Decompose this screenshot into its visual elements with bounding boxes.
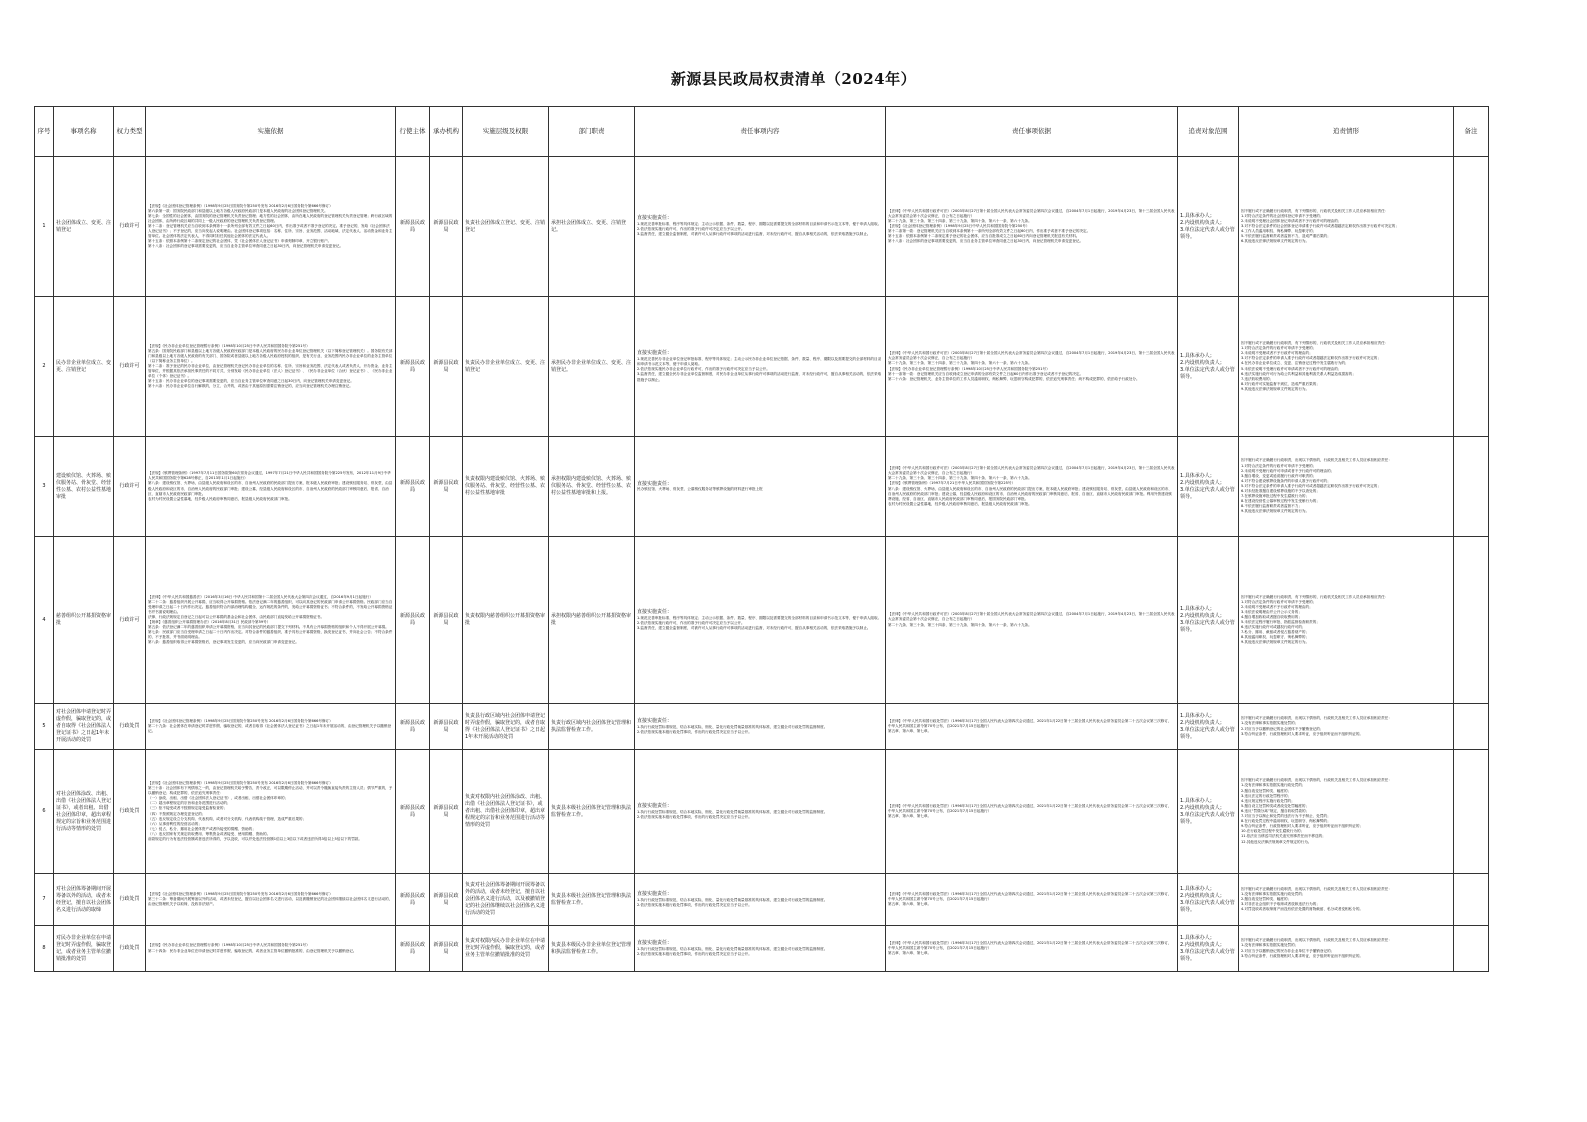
- power-type-text: 行政许可: [119, 363, 140, 369]
- cell-item-name: [54, 157, 114, 297]
- cell-accountability-circumstances: [1239, 704, 1454, 750]
- cell-item-name: [54, 874, 114, 926]
- cell-power-type: [114, 537, 146, 704]
- cell-responsibility-basis: [886, 926, 1178, 972]
- item-name-text: 对社会团体申请登记时弄虚作假，骗取登记的，或者自取得《社会团体法人登记证书》之日起1年未开展活动的处罚: [56, 709, 112, 743]
- cell-department-duty: [549, 704, 635, 750]
- cell-responsibility-basis: [886, 297, 1178, 437]
- executing-body-text: 新源县民政局: [399, 804, 425, 818]
- row-number-text: 6: [42, 808, 46, 814]
- legal-basis-text: 【法规】《社会团体登记管理条例》（1998年9月25日国务院令第250号发布 2016年2月6日国务院令第666号修订） 第二十九条：社会团体在申请登记时弄虚作假，骗取登记的，或者自取得《社会团体法人登记证书》之日起1年未开展活动的，由登记管理机关予以撤销登记。: [148, 718, 392, 734]
- responsibility-basis-text: 【法律】《中华人民共和国行政许可法》（2003年8月27日第十届全国人民代表大会常务委员会第四次会议通过，自2004年7月1日起施行，2019年4月23日，第十三届全国人民代表大会常务委员会第十次会议修正，自公布之日起施行） 第二十九条、第三十条、第三十四条、第三十九条、第四十条、第六十一条、第六十九条。: [888, 612, 1175, 627]
- handling-org-text: 新源县民政局: [433, 941, 459, 955]
- cell-legal-basis: [146, 537, 396, 704]
- duty-list-table: [34, 106, 1489, 972]
- executing-body-text: 新源县民政局: [399, 359, 425, 373]
- cell-accountability-circumstances: [1239, 874, 1454, 926]
- cell-row-number: [35, 157, 54, 297]
- item-name-text: 对民办非企业单位在申请登记时弄虚作假，骗取登记，或者业务主管单位撤销批准的处罚: [56, 934, 112, 962]
- content-lead: 直接实施责任：: [637, 350, 673, 357]
- cell-responsibility-content: [635, 926, 886, 972]
- department-duty-text: 负责县本级社会团体登记管理和执法监督检查工作。: [551, 892, 632, 906]
- executing-body-text: 新源县民政局: [399, 941, 425, 955]
- cell-item-name: [54, 437, 114, 537]
- document-title: 新源县民政局权责清单（2024年）: [670, 70, 917, 88]
- cell-row-number: [35, 437, 54, 537]
- cell-responsibility-basis: [886, 750, 1178, 874]
- cell-remark: [1454, 704, 1489, 750]
- cell-remark: [1454, 437, 1489, 537]
- cell-legal-basis: [146, 926, 396, 972]
- cell-power-type: [114, 926, 146, 972]
- cell-responsibility-content: [635, 537, 886, 704]
- cell-accountability-circumstances: [1239, 297, 1454, 437]
- accountability-targets-text: 1.具体承办人； 2.内设机构负责人； 3.单位法定代表人或分管领导。: [1180, 212, 1235, 240]
- table-row: [35, 437, 1489, 537]
- cell-legal-basis: [146, 704, 396, 750]
- cell-item-name: [54, 704, 114, 750]
- cell-department-duty: [549, 437, 635, 537]
- accountability-targets-text: 1.具体承办人； 2.内设机构负责人； 3.单位法定代表人或分管领导。: [1180, 352, 1235, 380]
- cell-accountability-circumstances: [1239, 750, 1454, 874]
- cell-accountability-circumstances: [1239, 537, 1454, 704]
- table-row: [35, 297, 1489, 437]
- legal-basis-text: 【法规】《社会团体登记管理条例》（1998年9月25日国务院令第250号发布 2016年2月6日国务院令第666号修订） 第三十条：社会团体有下列情形之一的，由登记管理机关给予警告，责令改正，可以限期停止活动，并可以责令撤换直接负责的主管人员；情节严重的，予以撤销登记；构成犯罪的，依法追究刑事责任： （一）涂改、出租、出借《社会团体法人登记证书》，或者出租、出借社会团体印章的； （二）超出章程规定的宗旨和业务范围进行活动的； （三）拒不接受或者不按照规定接受监督检查的； （四）不按照规定办理变更登记的； （五）违反规定设立分支机构、代表机构，或者对分支机构、代表机构疏于管理，造成严重后果的； （六）从事营利性的经营活动的； （七）侵占、私分、挪用社会团体资产或者所接受的捐赠、资助的； （八）违反国家有关规定收取费用、筹集资金或者接受、使用捐赠、资助的。 前款规定的行为有违法经营额或者违法所得的，予以没收，可以并处违法经营额1倍以上3倍以下或者违法所得3倍以上5倍以下的罚款。: [148, 780, 393, 841]
- implementation-level-text: 负责民办非企业单位成立、变更、注销登记: [465, 359, 546, 373]
- cell-accountability-targets: [1178, 926, 1239, 972]
- cell-row-number: [35, 297, 54, 437]
- department-duty-text: 负责行政区域内社会团体登记管理和执法监督检查工作。: [551, 719, 632, 733]
- cell-remark: [1454, 926, 1489, 972]
- implementation-level-text: 负责对权限内社会团体涂改、出租、出借《社会团体法人登记证书》，或者出租、出借社会团体印章，超出章程规定的宗旨和业务范围进行活动等情形的处罚: [465, 794, 546, 828]
- cell-responsibility-basis: [886, 874, 1178, 926]
- power-type-text: 行政处罚: [119, 723, 140, 729]
- cell-remark: [1454, 157, 1489, 297]
- executing-body-text: 新源县民政局: [399, 719, 425, 733]
- row-number-text: 3: [42, 483, 46, 489]
- content-body: 1.执行行政处罚标准规范，结合本地实际，细化、量化行政处罚裁量基准的具体标准，建立健全对行政处罚的监督制度。 2.依法依规实施本级行政处罚事项，作出的行政处罚决定应当予以公开。: [637, 946, 828, 956]
- item-name-text: 慈善组织公开募捐资格审批: [56, 613, 112, 626]
- department-duty-text: 承担社会团体成立、变更、注销登记。: [551, 219, 627, 233]
- cell-implementation-level: [463, 926, 549, 972]
- cell-implementation-level: [463, 704, 549, 750]
- cell-responsibility-content: [635, 704, 886, 750]
- table-row: [35, 157, 1489, 297]
- accountability-circumstances-text: 因不履行或不正确履行行政职责，出现以下情形的，行政机关及相关工作人员应承担相应责任： 1.没有法律和事实依据实施处罚的； 2.对应当予以撤销登记的民办非企业单位不予撤销登记的； 3.符合听证条件、行政管理相对人要求听证，应予组织听证而不组织听证的。: [1241, 938, 1392, 958]
- cell-legal-basis: [146, 750, 396, 874]
- cell-responsibility-basis: [886, 537, 1178, 704]
- col-header-targets: 追责对象范围: [1178, 107, 1239, 157]
- row-number-text: 2: [42, 363, 46, 369]
- accountability-circumstances-text: 因不履行或不正确履行行政职责，出现以下情形的，行政机关及相关工作人员应承担相应责任： 1.没有法律和事实依据实施行政处罚的； 2.擅自改变处罚种类、幅度的； 3.违反法定的行政处罚程序的； 4.违反规定程序实施行政处罚的； 5.擅自设立处罚种类或者改变处罚幅度的； 6.违反“罚缴分离”规定，擅自收取罚款的； 7.对应当予以制止和处罚的违法行为不予制止、处罚的； 8.在行政处罚过程中滥用职权、玩忽职守、徇私舞弊的； 9.符合听证条件、行政管理相对人要求听证，应予组织听证而不组织听证的； 10.在行政处罚过程中发生腐败行为的； 11.依法应当移送司法机关追究刑事责任而不移送的； 12.其他违反法律法规规章文件规定的行为。: [1241, 778, 1392, 844]
- executing-body-text: 新源县民政局: [399, 892, 425, 906]
- col-header-content: 责任事项内容: [635, 107, 886, 157]
- accountability-circumstances-text: 因不履行或不正确履行行政职责，有下列情形的，行政机关及相关工作人员应承担相应责任： 1.对符合法定条件的行政许可申请不予受理的； 2.未说明不受理或者不予行政许可的理由的； 3.对不符合法定条件的申请人准予行政许可或者超越法定职权作出准予行政许可决定的； 4.在民办非企业单位成立、变更、注销登记过程中发生腐败行为的； 5.未依法说明不受理行政许可申请或者不予行政许可的理由的； 6.违法实施行政许可行为给公共利益和其他利害关系人利益造成损害的； 7.违法收取费用的； 8.对行政许可实施监督不到位，造成严重后果的； 9.其他违反法律法规规章文件规定的行为。: [1241, 341, 1389, 391]
- cell-responsibility-basis: [886, 157, 1178, 297]
- accountability-targets-text: 1.具体承办人； 2.内设机构负责人； 3.单位法定代表人或分管领导。: [1180, 885, 1235, 913]
- row-number-text: 7: [42, 896, 46, 902]
- cell-executing-body: [396, 704, 430, 750]
- cell-department-duty: [549, 297, 635, 437]
- cell-item-name: [54, 297, 114, 437]
- content-body: 1.规范完善审批标准、程序等具体规定；主动公示依据、条件、数量、程序、期限以及需要提交的全部材料的目录和申请书示范文本等，便于申请人阅取。 2.依法依规实施行政许可，作出的准予行政许可决定应当予以公开。 3.监督责任，建立健全监督制度，对被许可人从事行政许可事项的活动进行监督，对未经行政许可，擅自从事相关活动的，依法采取措施予以制止。: [637, 615, 882, 630]
- cell-implementation-level: [463, 157, 549, 297]
- handling-org-text: 新源县民政局: [433, 219, 459, 233]
- implementation-level-text: 负责对社会团体筹备期间开展筹备以外的活动，或者未经登记，擅自以社会团体名义进行活动，以及被撤销登记的社会团体继续以社会团体名义进行活动的处罚: [465, 882, 546, 916]
- cell-department-duty: [549, 537, 635, 704]
- item-name-text: 社会团体成立、变更、注销登记: [56, 219, 112, 233]
- cell-responsibility-content: [635, 750, 886, 874]
- cell-handling-org: [430, 926, 463, 972]
- cell-row-number: [35, 537, 54, 704]
- cell-remark: [1454, 537, 1489, 704]
- col-header-basis: 实施依据: [146, 107, 396, 157]
- col-header-duty: 部门职责: [549, 107, 635, 157]
- handling-org-text: 新源县民政局: [433, 613, 459, 626]
- accountability-targets-text: 1.具体承办人； 2.内设机构负责人； 3.单位法定代表人或分管领导。: [1180, 606, 1235, 633]
- handling-org-text: 新源县民政局: [433, 892, 459, 906]
- accountability-circumstances-text: 因不履行或不正确履行行政职责，出现以下情形的，行政机关及相关工作人员应承担相应责任： 1.对符合法定条件的行政许可申请不予受理的； 2.未说明不受理行政许可申请或者不予行政许可的理由的； 3.擅自增设、变更或延误履行行政许可职责的； 4.对不符合建设殡葬设施条件的申请人准予行政许可的； 5.对不符合法定条件的申请人准予行政许可或者超越法定职权作出准予行政许可决定的； 6.对未经批准擅自建设殡葬设施的不予以查处的； 7.在殡葬设施审批过程中发生腐败行为的； 8.在建设经营性公墓审核过程中发生受贿行为的； 8.不依法履行监督职责或者监督不力； 9.其他违反法律法规规章文件规定的行为。: [1241, 458, 1392, 514]
- table-row: [35, 704, 1489, 750]
- col-header-level: 实施层级及权限: [463, 107, 549, 157]
- cell-power-type: [114, 750, 146, 874]
- cell-accountability-targets: [1178, 297, 1239, 437]
- cell-accountability-targets: [1178, 437, 1239, 537]
- cell-legal-basis: [146, 437, 396, 537]
- accountability-circumstances-text: 因不履行或不正确履行行政职责，有下列情形的，行政机关及相关工作人员应承担相应责任： 1.对符合法定条件的行政许可申请不予受理的； 2.未说明不受理或者不予行政许可的理由的； 3.未依法说明理由并公开公示义务的； 4.擅自增加收取或者擅自收取费用的； 5.未依法定程序履行审批、指派监督检查职责的； 6.违法实施行政许可或越权行政许可的； 7.私分、挪用、截留或者侵占慈善财产的； 8.其他滥用职权、玩忽职守、徇私舞弊的； 9.其他违反法律法规规章文件规定的行为。: [1241, 594, 1389, 645]
- accountability-targets-text: 1.具体承办人； 2.内设机构负责人； 3.单位法定代表人或分管领导。: [1180, 934, 1235, 962]
- item-name-text: 民办非企业单位成立、变更、注销登记: [56, 359, 112, 373]
- responsibility-basis-text: 【法律】《中华人民共和国行政许可法》（2003年8月27日第十届全国人民代表大会常务委员会第四次会议通过，自2004年7月1日起施行，2019年4月23日，第十三届全国人民代表大会常务委员会第十次会议修正，自公布之日起施行） 第二十九条、第三十条、第三十四条、第三十九条、第四十条、第六十一条、第六十九条。 【法规】《民办非企业单位登记管理暂行条例》（1998年10月25日中华人民共和国国务院令第251号） 第十一条第一款：登记管理机关应当自收到成立登记申请的全部有效文件之日起60日内作出准予登记或者不予登记的决定。 第二十六条：登记管理机关、业务主管单位的工作人员滥用职权、徇私舞弊、玩忽职守构成犯罪的，依法追究刑事责任；尚不构成犯罪的，依法给予行政处分。: [888, 351, 1175, 381]
- col-header-type: 权力类型: [114, 107, 146, 157]
- content-lead: 直接实施责任：: [637, 803, 673, 810]
- cell-remark: [1454, 297, 1489, 437]
- cell-department-duty: [549, 874, 635, 926]
- cell-accountability-circumstances: [1239, 926, 1454, 972]
- cell-responsibility-basis: [886, 437, 1178, 537]
- accountability-circumstances-text: 因不履行或不正确履行行政职责，有下列情形的，行政机关及相关工作人员应承担相应责任： 1.对符合法定条件的社会团体登记申请不予受理的； 2.未说明不受理社会团体登记申请或者不予行政许可的理由的； 3.对不符合法定条件的社会团体登记申请准予行政许可或者超越法定职权作出准予行政许可决定的； 4.工作人员滥用职权、徇私舞弊、玩忽职守的； 5.不依法履行监督职责或者监督不力，造成严重后果的； 6.其他违反法律法规规章文件规定的行为。: [1241, 208, 1399, 244]
- col-header-name: 事项名称: [54, 107, 114, 157]
- cell-power-type: [114, 704, 146, 750]
- department-duty-text: 承担权限内慈善组织公开募捐资格审批: [551, 613, 632, 626]
- handling-org-text: 新源县民政局: [433, 719, 459, 733]
- responsibility-basis-text: 【法律】《中华人民共和国行政处罚法》（1996年3月17日全国人民代表大会第四次会议通过，2021年1月22日第十三届全国人民代表大会常务委员会第二十五次会议第三次修订，中华人民共和国主席令第70号公布，自2021年7月15日起施行） 第五章、第六章、第七章。: [888, 803, 1172, 819]
- table-row: [35, 874, 1489, 926]
- power-type-text: 行政处罚: [119, 808, 140, 814]
- cell-department-duty: [549, 926, 635, 972]
- legal-basis-text: 【法律】《中华人民共和国慈善法》（2016年3月16日 中华人民共和国第十二届全国人民代表大会第四次会议通过，自2016年9月1日起施行） 第二十二条：慈善组织开展公开募捐，应当取得公开募捐资格。依法登记满二年的慈善组织，可以向其登记的民政部门申请公开募捐资格。民政部门应当自受理申请之日起二十日内作出决定。慈善组织符合内部治理结构健全、运作规范的条件的，发给公开募捐资格证书；不符合条件的，不发给公开募捐资格证书并书面说明理由。 法律、行政法规规定自登记之日起可以公开募捐的基金会和社会团体，由民政部门直接发给公开募捐资格证书。 【规章】《慈善组织公开募捐管理办法》（2016年8月31日 民政部令第59号） 第五条：依法登记满二年的慈善组织申请公开募捐资格，应当向其登记的民政部门提交下列材料。不具有公开募捐资格的组织和个人不得开展公开募捐。 第七条：民政部门应当自受理申请之日起二十日内作出决定。对符合条件的慈善组织，准予具有公开募捐资格，换发登记证书，并向社会公告；不符合条件的，不予批准，并书面说明理由。 第八条：慈善组织取得公开募捐资格后，登记事项发生变更的，应当向民政部门申请变更登记。: [148, 594, 393, 645]
- col-header-no: 序号: [35, 107, 54, 157]
- cell-handling-org: [430, 874, 463, 926]
- department-duty-text: 承担民办非企业单位成立、变更、注销登记。: [551, 359, 632, 373]
- table-row: [35, 537, 1489, 704]
- row-number-text: 4: [42, 616, 46, 623]
- content-body: 1.执行行政处罚标准规范，结合本地实际，细化、量化行政处罚裁量基准的具体标准，建立健全对行政处罚的监督制度。 2.依法依规实施本级行政处罚事项，作出的行政处罚决定应当予以公开。: [637, 897, 828, 907]
- cell-item-name: [54, 750, 114, 874]
- legal-basis-text: 【法规】《社会团体登记管理条例》（1998年9月25日国务院令第250号发布 2016年2月6日国务院令第666号修订） 第六条第一款：国务院民政部门和县级以上地方各级人民政府民政部门是本级人民政府的社会团体登记管理机关。 第七条：全国性的社会团体，由国务院的登记管理机关负责登记管理；地方性的社会团体，由所在地人民政府的登记管理机关负责登记管理；跨行政区域的社会团体，由所跨行政区域的共同上一级人民政府的登记管理机关负责登记管理。 第十二条：登记管理机关应当自收到本条例第十一条所列全部有效文件之日起60日内，作出准予或者不准予登记的决定。准予登记的，发给《社会团体法人登记证书》；不予登记的，应当向发起人说明理由。社会团体登记事项包括：名称、住所、宗旨、业务范围、活动地域、法定代表人、活动资金和业务主管单位。社会团体的法定代表人，不得同时担任其他社会团体的法定代表人。 第十五条：依照本条例第十二条规定登记的社会团体，凭《社会团体法人登记证书》申请刻制印章，开立银行账户。 第十八条：社会团体的登记事项需要变更的，应当自业务主管单位审查同意之日起30日内，向登记管理机关申请变更登记。: [148, 203, 393, 249]
- table-row: [35, 750, 1489, 874]
- cell-remark: [1454, 874, 1489, 926]
- handling-org-text: 新源县民政局: [433, 359, 459, 373]
- department-duty-text: 承担权限内建设殡仪馆、火葬场、殡仪服务站、骨灰堂、经营性公墓、农村公益性墓地审批和上报。: [551, 476, 632, 496]
- accountability-circumstances-text: 因不履行或不正确履行行政职责，出现以下情形的，行政机关及相关工作人员应承担相应责任： 1.没有法律和事实依据实施行政处罚的； 2.擅自改变处罚种类、幅度的； 3.对非法社会组织不予取缔或者放纵违法行为的； 4.对罚没收或者取缔财产而没有依法处置的财物截留、私分或者变相私分的。: [1241, 886, 1392, 912]
- content-lead: 直接实施责任：: [637, 940, 673, 947]
- cell-legal-basis: [146, 297, 396, 437]
- implementation-level-text: 负责权限内慈善组织公开募捐资格审批: [465, 613, 546, 626]
- content-lead: 直接实施责任：: [637, 480, 673, 487]
- item-name-text: 对社会团体涂改、出租、出借《社会团体法人登记证书》，或者出租、出借社会团体印章，超出章程规定的宗旨和业务范围进行活动等情形的处罚: [56, 790, 112, 832]
- implementation-level-text: 负责县行政区域内社会团体申请登记时弄虚作假，骗取登记的，或者自取得《社会团体法人登记证书》之日起1年未开展活动的处罚: [465, 712, 546, 740]
- cell-legal-basis: [146, 157, 396, 297]
- cell-accountability-circumstances: [1239, 437, 1454, 537]
- cell-responsibility-basis: [886, 704, 1178, 750]
- table-row: [35, 926, 1489, 972]
- row-number-text: 8: [42, 945, 46, 951]
- cell-executing-body: [396, 437, 430, 537]
- cell-handling-org: [430, 750, 463, 874]
- legal-basis-text: 【法规】《民办非企业单位登记管理暂行条例》（1998年10月25日中华人民共和国国务院令第251号） 第五条：国务院民政部门和县级以上地方各级人民政府民政部门是本级人民政府的民办非企业单位登记管理机关（以下简称登记管理机关）。国务院有关部门和县级以上地方各级人民政府的有关部门、国务院或者县级以上地方各级人民政府授权的组织，是有关行业、业务范围内民办非企业单位的业务主管单位（以下简称业务主管单位）。 第十二条：准予登记的民办非企业单位，由登记管理机关登记民办非企业单位的名称、住所、宗旨和业务范围、法定代表人或者负责人、开办资金、业务主管单位，并根据其依法承担民事责任的不同方式，分别发给《民办非企业单位（法人）登记证书》、《民办非企业单位（合伙）登记证书》、《民办非企业单位（个体）登记证书》。 第十五条：民办非企业单位的登记事项需要变更的，应当自业务主管单位审查同意之日起30日内，向登记管理机关申请变更登记。 第十六条：民办非企业单位自行解散的，分立、合并的，或者由于其他原因需要注销登记的，应当向登记管理机关办理注销登记。: [148, 343, 393, 389]
- accountability-targets-text: 1.具体承办人； 2.内设机构负责人； 3.单位法定代表人或分管领导。: [1180, 472, 1235, 500]
- power-type-text: 行政许可: [119, 223, 140, 229]
- cell-responsibility-content: [635, 157, 886, 297]
- content-lead: 直接实施责任：: [637, 891, 673, 898]
- cell-item-name: [54, 537, 114, 704]
- col-header-subject: 行使主体: [396, 107, 430, 157]
- item-name-text: 对社会团体筹备期间开展筹备以外的活动，或者未经登记，擅自以社会团体名义进行活动的取缔: [56, 885, 112, 913]
- content-body: 1.执行行政处罚标准规范，结合本地实际，细化、量化行政处罚裁量基准的具体标准，建立健全对行政处罚的监督制度。 2.依法依规实施本级行政处罚事项，作出的行政处罚决定应当予以公开。: [637, 809, 828, 819]
- cell-responsibility-content: [635, 297, 886, 437]
- cell-accountability-targets: [1178, 157, 1239, 297]
- cell-executing-body: [396, 157, 430, 297]
- cell-implementation-level: [463, 537, 549, 704]
- accountability-targets-text: 1.具体承办人； 2.内设机构负责人； 3.单位法定代表人或分管领导。: [1180, 797, 1235, 825]
- cell-accountability-targets: [1178, 537, 1239, 704]
- content-body: 1.规范完善审批标准、程序等具体规定；主动公示依据、条件、数量、程序、期限以及需要提交的全部材料的目录和申请书示范文本等，便于申请人阅取。 2.依法依规实施行政许可，作出的准予行政许可决定应当予以公开。 3.监督责任，建立健全监督制度，对被许可人从事行政许可事项的活动进行监督，对未经行政许可，擅自从事相关活动的，依法采取措施予以制止。: [637, 222, 882, 237]
- cell-executing-body: [396, 297, 430, 437]
- cell-row-number: [35, 926, 54, 972]
- content-body: 民办殡仪馆、火葬场、骨灰堂、公墓殡仪服务站等殡葬设施的材料进行审批上报: [637, 487, 763, 492]
- cell-implementation-level: [463, 297, 549, 437]
- responsibility-basis-text: 【法律】《中华人民共和国行政处罚法》（1996年3月17日全国人民代表大会第四次会议通过，2021年1月22日第十三届全国人民代表大会常务委员会第二十五次会议第三次修订，中华人民共和国主席令第70号公布，自2021年7月15日起施行） 第五章、第六章、第七章。: [888, 940, 1172, 956]
- cell-executing-body: [396, 750, 430, 874]
- cell-executing-body: [396, 926, 430, 972]
- cell-legal-basis: [146, 874, 396, 926]
- cell-item-name: [54, 926, 114, 972]
- cell-accountability-targets: [1178, 874, 1239, 926]
- responsibility-basis-text: 【法律】《中华人民共和国行政许可法》（2003年8月27日第十届全国人民代表大会常务委员会第四次会议通过，自2004年7月1日起施行，2019年4月23日，第十三届全国人民代表大会常务委员会第十次会议修正，自公布之日起施行） 第二十九条、第三十条、第三十四条、第三十九条、第四十条、第六十一条、第六十九条。 【法规】《殡葬管理条例》（1997年7月21日中华人民共和国国务院令第225号） 第八条：建设殡仪馆、火葬场，由县级人民政府和设区的市、自治州人民政府的民政部门提出方案，报本级人民政府审批；建设殡仪服务站、骨灰堂，由县级人民政府和设区的市、自治州人民政府的民政部门审批；建设公墓，经县级人民政府和设区的市、自治州人民政府的民政部门审核同意后，报省、自治区、直辖市人民政府民政部门审批。利用外资建设殡葬设施，经省、自治区、直辖市人民政府民政部门审核同意后，报国务院民政部门审批。 农村为村民设置公益性墓地，经乡级人民政府审核同意后，报县级人民政府民政部门审批。: [888, 466, 1175, 506]
- cell-handling-org: [430, 297, 463, 437]
- cell-handling-org: [430, 537, 463, 704]
- power-type-text: 行政处罚: [119, 945, 140, 951]
- implementation-level-text: 负责对权限内民办非企业单位在申请登记时弄虚作假，骗取登记的，或者业务主管单位撤销批准的处罚: [465, 938, 546, 958]
- cell-executing-body: [396, 874, 430, 926]
- cell-row-number: [35, 750, 54, 874]
- legal-basis-text: 【法规】《社会团体登记管理条例》（1998年9月25日国务院令第250号发布 2016年2月6日国务院令第666号修订） 第三十二条：筹备期间开展筹备以外的活动，或者未经登记，擅自以社会团体名义进行活动，以及被撤销登记的社会团体继续以社会团体名义进行活动的，由登记管理机关予以取缔，没收非法财产。: [148, 891, 393, 907]
- executing-body-text: 新源县民政局: [399, 613, 425, 626]
- content-body: 1.执行行政处罚标准规范，结合本地实际，细化、量化行政处罚裁量基准的具体标准，建立健全对行政处罚的监督制度。 2.依法依规实施本级行政处罚事项，作出的行政处罚决定应当予以公开。: [637, 724, 828, 734]
- cell-executing-body: [396, 537, 430, 704]
- implementation-level-text: 负责社会团体成立登记、变更、注销登记: [465, 219, 546, 233]
- content-lead: 直接实施责任：: [637, 608, 673, 615]
- cell-department-duty: [549, 157, 635, 297]
- cell-accountability-targets: [1178, 704, 1239, 750]
- cell-responsibility-content: [635, 437, 886, 537]
- responsibility-basis-text: 【法律】《中华人民共和国行政处罚法》（1996年3月17日全国人民代表大会第四次会议通过，2021年1月22日第十三届全国人民代表大会常务委员会第二十五次会议第三次修订，中华人民共和国主席令第70号公布，自2021年7月15日起施行） 第五章、第六章、第七章。: [888, 891, 1172, 907]
- cell-row-number: [35, 874, 54, 926]
- row-number-text: 5: [42, 723, 46, 729]
- content-body: 1.规范完善民办非企业单位登记审批标准、程序等具体规定；主动公示民办非企业单位登记依据、条件、数量、程序、期限以及需要提交的全部材料的目录和申请书示范文本等，便于申请人阅取。 2.依法依规实施民办非企业单位行政许可，作出的准予行政许可决定应当予以公开。 3.监督责任，建立健全民办非企业单位监督制度，对民办非企业单位从事行政许可事项的活动进行监督，对未经行政许可，擅自从事相关活动的，依法采取措施予以制止。: [637, 357, 882, 382]
- handling-org-text: 新源县民政局: [433, 804, 459, 818]
- col-header-remark: 备注: [1454, 107, 1489, 157]
- cell-remark: [1454, 750, 1489, 874]
- item-name-text: 建设殡仪馆、火葬场、殡仪服务站、骨灰堂、经营性公墓、农村公益性墓地审批: [56, 472, 112, 500]
- cell-power-type: [114, 297, 146, 437]
- col-header-org: 承办机构: [430, 107, 463, 157]
- cell-power-type: [114, 874, 146, 926]
- legal-basis-text: 【法规】《民办非企业单位登记管理暂行条例》（1998年10月25日中华人民共和国国务院令第251号） 第二十四条：民办非企业单位在申请登记时弄虚作假，骗取登记的，或者业务主管单位撤销批准的，由登记管理机关予以撤销登记。: [148, 943, 357, 953]
- header-row: [35, 107, 1489, 157]
- row-number-text: 1: [42, 223, 46, 229]
- implementation-level-text: 负责权限内建设殡仪馆、火葬场、殡仪服务站、骨灰堂、经营性公墓、农村公益性墓地审批: [465, 476, 546, 496]
- content-lead: 直接实施责任：: [637, 215, 673, 222]
- power-type-text: 行政许可: [119, 483, 140, 489]
- cell-accountability-circumstances: [1239, 157, 1454, 297]
- accountability-circumstances-text: 因不履行或不正确履行行政职责，出现以下情形的，行政机关及相关工作人员应承担相应责任： 1.没有法律和事实依据实施处罚的； 2.对应当予以撤销登记的社会团体不予撤销登记的； 3.符合听证条件、行政管理相对人要求听证，应予组织听证而不组织听证的。: [1241, 716, 1392, 736]
- handling-org-text: 新源县民政局: [433, 479, 459, 493]
- cell-department-duty: [549, 750, 635, 874]
- responsibility-basis-text: 【法律】《中华人民共和国行政处罚法》（1996年3月17日全国人民代表大会第四次会议通过，2021年1月22日第十三届全国人民代表大会常务委员会第二十五次会议第三次修订，中华人民共和国主席令第70号公布，自2021年7月15日起施行） 第五章、第六章、第七章。: [888, 718, 1172, 734]
- executing-body-text: 新源县民政局: [399, 479, 425, 493]
- department-duty-text: 负责县本级社会团体登记管理和执法监督检查工作。: [551, 804, 632, 818]
- accountability-targets-text: 1.具体承办人； 2.内设机构负责人； 3.单位法定代表人或分管领导。: [1180, 712, 1235, 740]
- cell-handling-org: [430, 704, 463, 750]
- cell-power-type: [114, 157, 146, 297]
- power-type-text: 行政许可: [119, 616, 140, 623]
- cell-implementation-level: [463, 874, 549, 926]
- cell-handling-org: [430, 437, 463, 537]
- content-lead: 直接实施责任：: [637, 718, 673, 725]
- executing-body-text: 新源县民政局: [399, 219, 425, 233]
- cell-accountability-targets: [1178, 750, 1239, 874]
- cell-responsibility-content: [635, 874, 886, 926]
- cell-power-type: [114, 437, 146, 537]
- cell-handling-org: [430, 157, 463, 297]
- cell-implementation-level: [463, 437, 549, 537]
- col-header-liability-basis: 责任事项依据: [886, 107, 1178, 157]
- responsibility-basis-text: 【法律】《中华人民共和国行政许可法》（2003年8月27日第十届全国人民代表大会常务委员会第四次会议通过，自2004年7月1日起施行，2019年4月23日，第十三届全国人民代表大会常务委员会第十次会议修正，自公布之日起施行） 第二十九条、第三十条、第三十四条、第三十九条、第四十条、第六十一条、第六十九条。 【法规】《社会团体登记管理条例》（1998年9月25日中华人民共和国国务院令第250号） 第十二条第一款：登记管理机关应当自收到本条例第十一条所列全部有效文件之日起60日内，作出准予或者不准予登记的决定。 第十五条：依照本条例第十二条规定准予登记的社会团体，应当自批准成立之日起60日内向登记管理机关报送有关材料。 第十八条：社会团体的登记事项需要变更的，应当自业务主管单位审查同意之日起30日内，向登记管理机关申请变更登记。: [888, 208, 1175, 244]
- cell-implementation-level: [463, 750, 549, 874]
- department-duty-text: 负责县本级民办非企业单位登记管理和执法监督检查工作。: [551, 941, 632, 955]
- cell-row-number: [35, 704, 54, 750]
- legal-basis-text: 【法规】《殡葬管理条例》（1997年7月11日国务院第60次常务会议通过，1997年7月21日中华人民共和国国务院令第225号发布，2012年11月9日中华人民共和国国务院令第628号修正，自2013年1月1日起施行） 第八条：建设殡仪馆、火葬场，由县级人民政府和设区的市、自治州人民政府的民政部门提出方案，报本级人民政府审批；建设殡仪服务站、骨灰堂，由县级人民政府和设区的市、自治州人民政府的民政部门审批；建设公墓，经县级人民政府和设区的市、自治州人民政府的民政部门审核同意后，报省、自治区、直辖市人民政府民政部门审批。 农村为村民设置公益性墓地，经乡级人民政府审核同意后，报县级人民政府民政部门审批。: [148, 471, 393, 501]
- power-type-text: 行政处罚: [119, 896, 140, 902]
- col-header-circumstances: 追责情形: [1239, 107, 1454, 157]
